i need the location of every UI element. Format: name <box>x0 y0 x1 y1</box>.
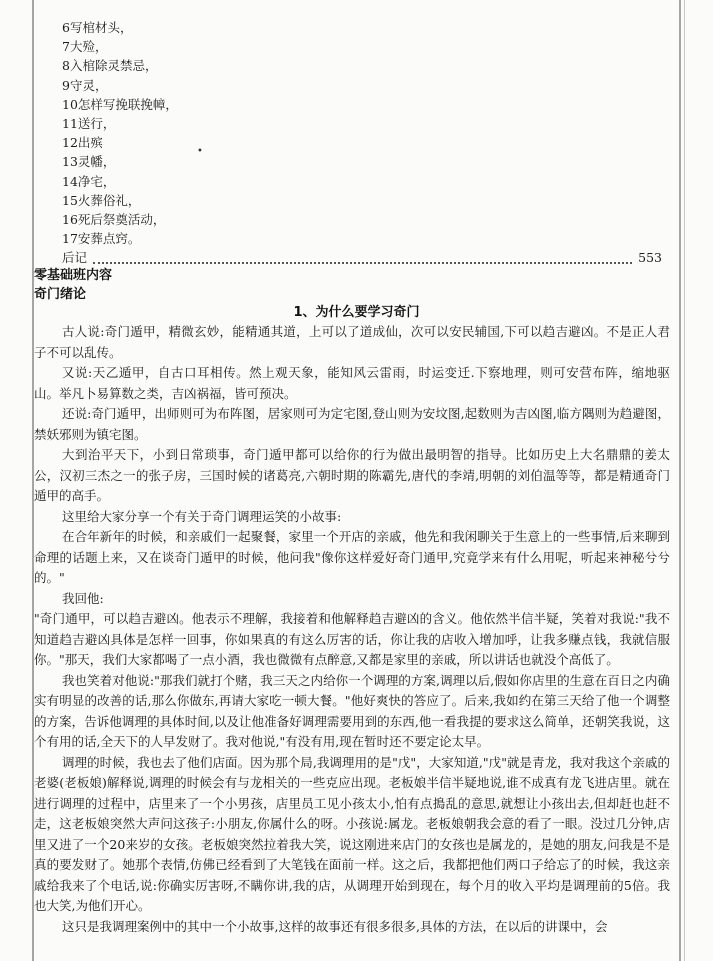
toc-item: 8入棺除灵禁忌， <box>62 58 158 74</box>
toc-leader-dots <box>93 252 632 264</box>
paragraph: 还说:奇门遁甲，出师则可为布阵图，居家则可为定宅图,登山则为安坟图,起数则为吉凶图,临方隅则为趋避图，禁妖邪则为镇宅图。 <box>34 406 670 442</box>
body-text <box>34 322 670 937</box>
course-heading: 零基础班内容 <box>34 268 113 283</box>
section-title: 1、为什么要学习奇门 <box>293 305 420 320</box>
intro-heading: 奇门绪论 <box>34 287 87 302</box>
toc-item: 6写棺材头， <box>62 20 133 35</box>
paragraph: "奇门通甲，可以趋吉避凶。他表示不理解，我接着和他解释趋吉避凶的含义。他依然半信半疑，笑着对我说:"我不知道趋吉避凶具体是怎样一回事，你如果真的有这么厉害的话，你让我的店收入增加呼，让我多赚点钱，我就信服你。"那天，我们大家都喝了一点小酒，我也微微有点醉意,又都是家里的亲戚，所以讲话也就没个高低了。 <box>34 611 670 667</box>
right-margin-rule <box>679 0 681 961</box>
toc-item: 11送行， <box>62 115 116 131</box>
paragraph: 调理的时候，我也去了他们店面。因为那个局,我调理用的是"戊"，大家知道,"戊"就是青龙，我对我这个亲戚的老婆(老板娘)解释说,调理的时候会有与龙相关的一些克应出现。老板娘半信半疑地说,谁不成真有龙飞进店里。就在进行调理的过程中，店里来了一个小男孩，店里员工见小孩太小,怕有点搗乱的意思,就想让小孩出去,但却赶也赶不走，这老板娘突然大声问这孩子:小朋友,你属什么的呀。小孩说:属龙。老板娘朝我会意的看了一眼。没过几分钟,店里又进了一个20来岁的女孩。老板娘突然拉着我大笑，说这刚进来店门的女孩也是属龙的，是她的朋友,问我是不是真的要发财了。她那个表情,仿佛已经看到了大笔钱在面前一样。这之后，我都把他们两口子给忘了的时候，我这亲戚给我来了个电话,说:你确实厉害呀,不瞒你讲,我的店，从调理开始到现在，每个月的收入平均是调理前的5倍。我也大笑,为他们开心。 <box>34 754 670 913</box>
toc-item: 17安葬点窍。 <box>62 231 141 247</box>
paragraph: 又说:天乙遁甲，自古口耳相传。然上观天象，能知风云雷雨，时运变迁.下察地理，则可安营布阵，缩地驱山。举凡卜易算数之类，吉凶祸福，皆可预决。 <box>34 365 670 401</box>
toc-item: 12出殡 <box>62 135 103 151</box>
toc-item: 14净宅， <box>62 173 116 189</box>
toc-page-number: 553 <box>638 250 662 266</box>
right-margin-rule-inner <box>684 0 685 961</box>
paragraph: 这只是我调理案例中的其中一个小故事,这样的故事还有很多很多,具体的方法，在以后的讲课中，会 <box>62 918 608 934</box>
toc-item: 7大殓， <box>62 39 108 55</box>
toc-item: 9守灵， <box>62 77 108 93</box>
toc-item-afterword <box>62 248 662 268</box>
paragraph: 我回他: <box>62 590 104 606</box>
paragraph: 这里给大家分享一个有关于奇门调理运笑的小故事: <box>62 508 342 524</box>
stray-mark: • <box>197 146 203 157</box>
paragraph: 古人说:奇门遁甲，精微玄妙，能精通其道，上可以了道成仙，次可以安民辅国,下可以趋吉避凶。不是正人君子不可以乱传。 <box>34 324 670 360</box>
toc-item: 16死后祭奠活动， <box>62 211 166 227</box>
toc-item: 13灵幡， <box>62 154 116 170</box>
table-of-contents <box>62 18 662 268</box>
paragraph: 大到治平天下，小到日常琐事，奇门遁甲都可以给你的行为做出最明智的指导。比如历史上大名鼎鼎的姜太公，汉初三杰之一的张子房，三国时候的诸葛亮,六朝时期的陈霸先,唐代的李靖,明朝的刘伯温等等，都是精通奇门遁甲的高手。 <box>34 447 670 503</box>
paragraph: 我也笑着对他说:"那我们就打个赌，我三天之内给你一个调理的方案,调理以后,假如你店里的生意在百日之内确实有明显的改善的话,那么你做东,再请大家吃一顿大餐。"他好爽快的答应了。后来,我如约在第三天给了他一个调整的方案，告诉他调理的具体时间,以及让他准备好调理需要用到的东西,他一看我提的要求这么简单，还朝笑我说，这个有用的话,全天下的人早发财了。我对他说,"有没有用,现在暂时还不要定论太早。 <box>34 672 671 749</box>
toc-item: 15火葬俗礼， <box>62 192 141 208</box>
toc-afterword-label: 后记 <box>62 250 88 266</box>
paragraph: 在合年新年的时候，和亲戚们一起聚餐，家里一个开店的亲戚，他先和我闲聊关于生意上的一些事情,后来聊到命理的话题上来，又在谈奇门遁甲的时候，他问我"像你这样爱好奇门通甲,究竟学来有什么用呢，听起来神秘兮兮的。" <box>34 529 670 585</box>
toc-item: 10怎样写挽联挽幛， <box>62 96 178 112</box>
